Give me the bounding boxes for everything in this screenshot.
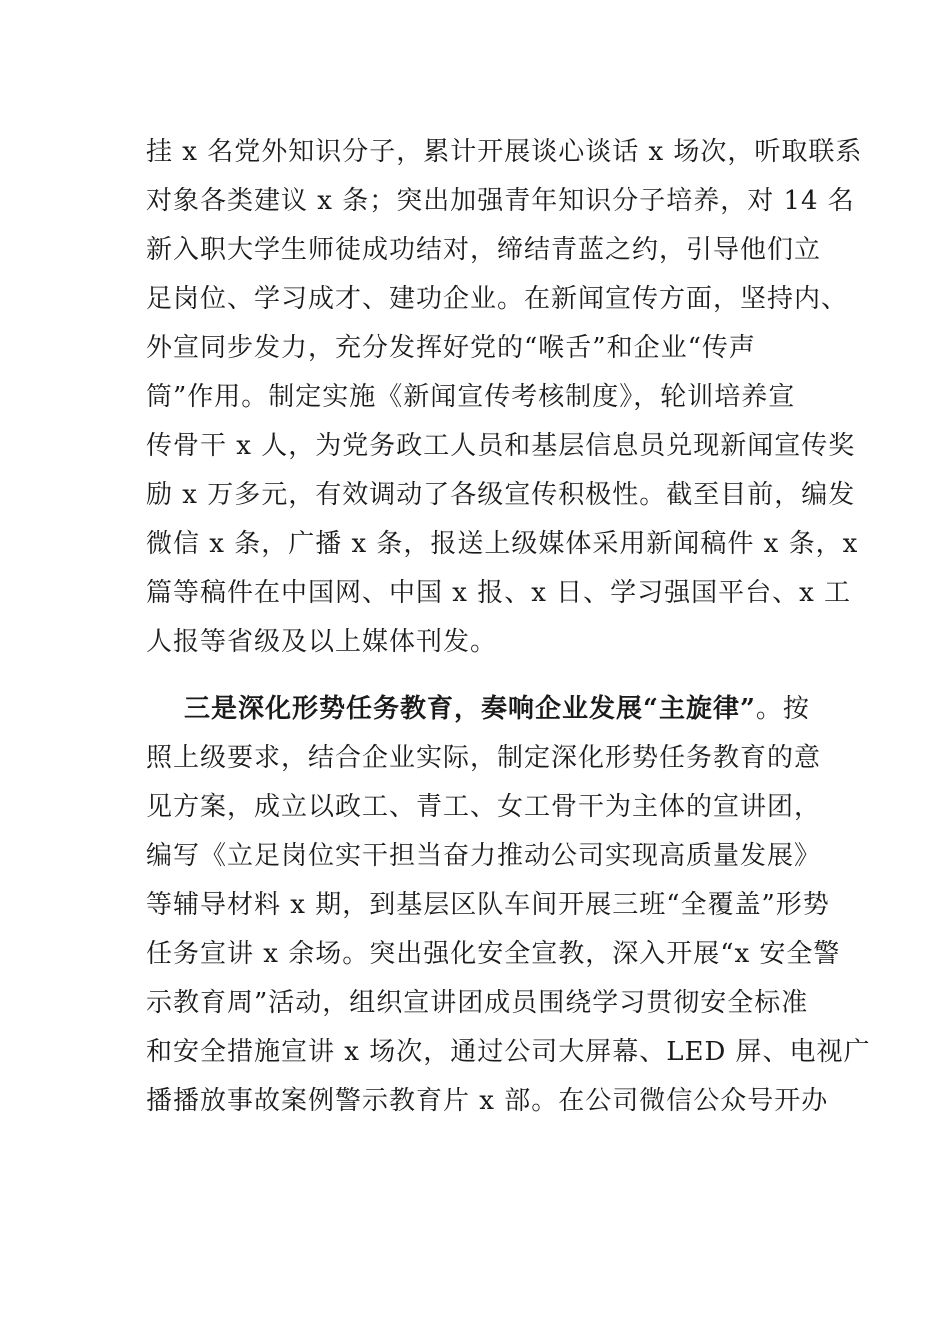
text-line: 励 x 万多元，有效调动了各级宣传积极性。截至目前，编发 [146, 480, 856, 510]
heading-tail: 。按 [755, 694, 810, 724]
text-line: 任务宣讲 x 余场。突出强化安全宣教，深入开展“x 安全警 [146, 939, 841, 969]
section-heading: 三是深化形势任务教育，奏响企业发展“主旋律” [184, 694, 756, 724]
text-line: 对象各类建议 x 条；突出加强青年知识分子培养，对 14 名 [146, 186, 855, 216]
text-line: 等辅导材料 x 期，到基层区队车间开展三班“全覆盖”形势 [146, 890, 830, 920]
text-line: 人报等省级及以上媒体刊发。 [146, 627, 498, 657]
text-line: 和安全措施宣讲 x 场次，通过公司大屏幕、LED 屏、电视广 [146, 1037, 871, 1067]
text-line: 挂 x 名党外知识分子，累计开展谈心谈话 x 场次，听取联系 [146, 137, 863, 167]
text-line: 外宣同步发力，充分发挥好党的“喉舌”和企业“传声 [146, 333, 756, 363]
text-line: 见方案，成立以政工、青工、女工骨干为主体的宣讲团， [146, 792, 822, 822]
text-line: 播播放事故案例警示教育片 x 部。在公司微信公众号开办 [146, 1086, 829, 1116]
paragraph-news-publicity [146, 128, 863, 667]
text-line: 照上级要求，结合企业实际，制定深化形势任务教育的意 [146, 743, 822, 773]
paragraph-first-line [146, 685, 810, 734]
text-line: 足岗位、学习成才、建功企业。在新闻宣传方面，坚持内、 [146, 284, 849, 314]
text-line: 编写《立足岗位实干担当奋力推动公司实现高质量发展》 [146, 841, 822, 871]
text-line: 传骨干 x 人，为党务政工人员和基层信息员兑现新闻宣传奖 [146, 431, 856, 461]
text-line: 新入职大学生师徒成功结对，缔结青蓝之约，引导他们立 [146, 235, 822, 265]
text-line: 筒”作用。制定实施《新闻宣传考核制度》，轮训培养宣 [146, 382, 796, 412]
text-line: 示教育周”活动，组织宣讲团成员围绕学习贯彻安全标准 [146, 988, 809, 1018]
text-line: 微信 x 条，广播 x 条，报送上级媒体采用新闻稿件 x 条，x [146, 529, 859, 559]
text-line: 篇等稿件在中国网、中国 x 报、x 日、学习强国平台、x 工 [146, 578, 852, 608]
paragraph-situation-education [146, 685, 871, 1126]
